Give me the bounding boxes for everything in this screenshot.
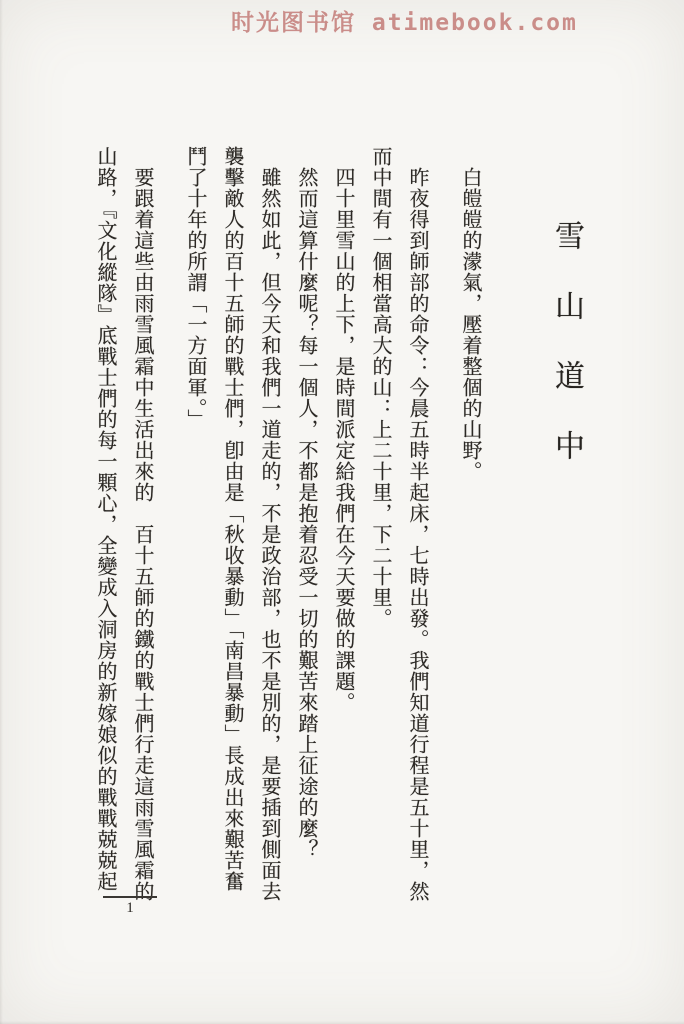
body-text <box>86 146 488 908</box>
paragraph: 白皚皚的濛氣，壓着整個的山野。 <box>459 167 481 482</box>
page-number: 1 <box>126 900 134 916</box>
page-footer <box>103 896 157 917</box>
footer-rule <box>103 896 157 898</box>
paragraph: 要跟着這些由雨雪風霜中生活出來的 百十五師的鐵的戰士們行走這雨雪風霜的山路，『文化縱隊』底戰士們的每一顆心，全變成入洞房的新嫁娘似的戰戰兢兢起 <box>94 146 153 902</box>
watermark: 时光图书馆 atimebook.com <box>231 10 578 36</box>
paragraph: 四十里雪山的上下，是時間派定給我們在今天要做的課題。 <box>332 167 354 713</box>
scan-edge-left <box>0 0 3 1024</box>
paragraph: 然而這算什麼呢？每一個人，不都是抱着忍受一切的艱苦來踏上征途的麼？ <box>295 167 317 860</box>
paragraph: 昨夜得到師部的命令：今晨五時半起床，七時出發。我們知道行程是五十里，然而中間有一個相當高大的山：上二十里，下二十里。 <box>369 146 428 902</box>
paragraph: 雖然如此，但今天和我們一道走的，不是政治部，也不是別的，是要插到側面去襲擊敵人的百十五師的戰士們，卽由是「秋收暴動」「南昌暴動」長成出來艱苦奮鬥了十年的所謂「一方面軍。」 <box>184 146 280 902</box>
page-title: 雪山道中 <box>550 220 583 500</box>
